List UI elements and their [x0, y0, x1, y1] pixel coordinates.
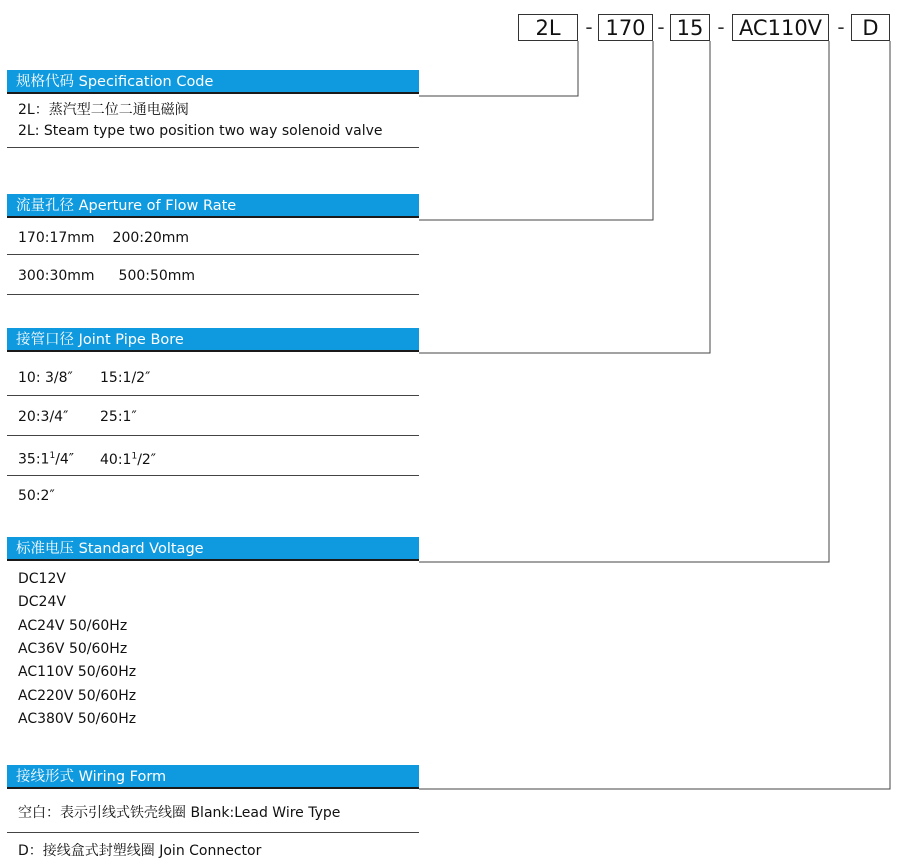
section-header-voltage: 标准电压 Standard Voltage — [7, 537, 419, 561]
divider — [7, 435, 419, 436]
spec-line: 2L: Steam type two position two way solenoid valve — [18, 123, 383, 139]
connector-pipe — [419, 41, 710, 353]
pipe-value: 10: 3/8″ — [18, 370, 73, 386]
pipe-value — [100, 452, 156, 468]
section-header-wiring: 接线形式 Wiring Form — [7, 765, 419, 789]
section-header-pipe: 接管口径 Joint Pipe Bore — [7, 328, 419, 352]
voltage-line: AC110V 50/60Hz — [18, 664, 137, 680]
code-box-voltage: AC110V — [732, 14, 829, 41]
pipe-value: 50:2″ — [18, 488, 55, 504]
aperture-value: 200:20mm — [112, 230, 190, 246]
code-separator: - — [585, 15, 593, 39]
pipe-row — [7, 366, 419, 390]
divider — [7, 395, 419, 396]
voltage-line: AC380V 50/60Hz — [18, 711, 137, 727]
connector-spec — [419, 41, 578, 96]
pipe-value-sup: 1 — [131, 451, 138, 461]
connector-voltage — [419, 41, 829, 562]
pipe-row — [7, 405, 419, 429]
pipe-value: 15:1/2″ — [100, 370, 151, 386]
pipe-value-tail: /2″ — [137, 451, 157, 468]
divider — [7, 294, 419, 295]
aperture-value: 300:30mm — [18, 268, 95, 284]
section-header-aperture: 流量孔径 Aperture of Flow Rate — [7, 194, 419, 218]
pipe-row — [7, 484, 419, 508]
pipe-value-main: 35:1 — [18, 451, 50, 468]
code-separator: - — [717, 15, 725, 39]
pipe-value-main: 40:1 — [100, 451, 132, 468]
voltage-line: AC36V 50/60Hz — [18, 641, 128, 657]
section-header-spec: 规格代码 Specification Code — [7, 70, 419, 94]
wiring-row: 空白：表示引线式铁壳线圈 Blank:Lead Wire Type — [18, 805, 341, 821]
code-box-wiring: D — [851, 14, 890, 41]
connector-wiring — [419, 41, 890, 789]
pipe-value: 25:1″ — [100, 409, 137, 425]
code-box-pipe: 15 — [670, 14, 710, 41]
spec-line: 2L：蒸汽型二位二通电磁阀 — [18, 102, 189, 118]
divider — [7, 832, 419, 833]
pipe-value-tail: /4″ — [55, 451, 75, 468]
pipe-value: 20:3/4″ — [18, 409, 69, 425]
aperture-value: 500:50mm — [118, 268, 196, 284]
divider — [7, 254, 419, 255]
divider — [7, 475, 419, 476]
voltage-line: AC220V 50/60Hz — [18, 688, 137, 704]
code-separator: - — [837, 15, 845, 39]
wiring-row: D：接线盒式封塑线圈 Join Connector — [18, 843, 262, 859]
code-box-spec: 2L — [518, 14, 578, 41]
divider — [7, 147, 419, 148]
pipe-row — [7, 444, 419, 472]
aperture-row — [7, 264, 419, 288]
pipe-value — [18, 444, 100, 472]
aperture-row — [7, 226, 419, 250]
voltage-line: DC24V — [18, 594, 66, 610]
aperture-value: 170:17mm — [18, 230, 95, 246]
pipe-value-sup: 1 — [49, 451, 56, 461]
voltage-line: AC24V 50/60Hz — [18, 618, 128, 634]
voltage-line: DC12V — [18, 571, 66, 587]
connector-aperture — [419, 41, 653, 220]
code-separator: - — [657, 15, 665, 39]
code-box-aperture: 170 — [598, 14, 653, 41]
